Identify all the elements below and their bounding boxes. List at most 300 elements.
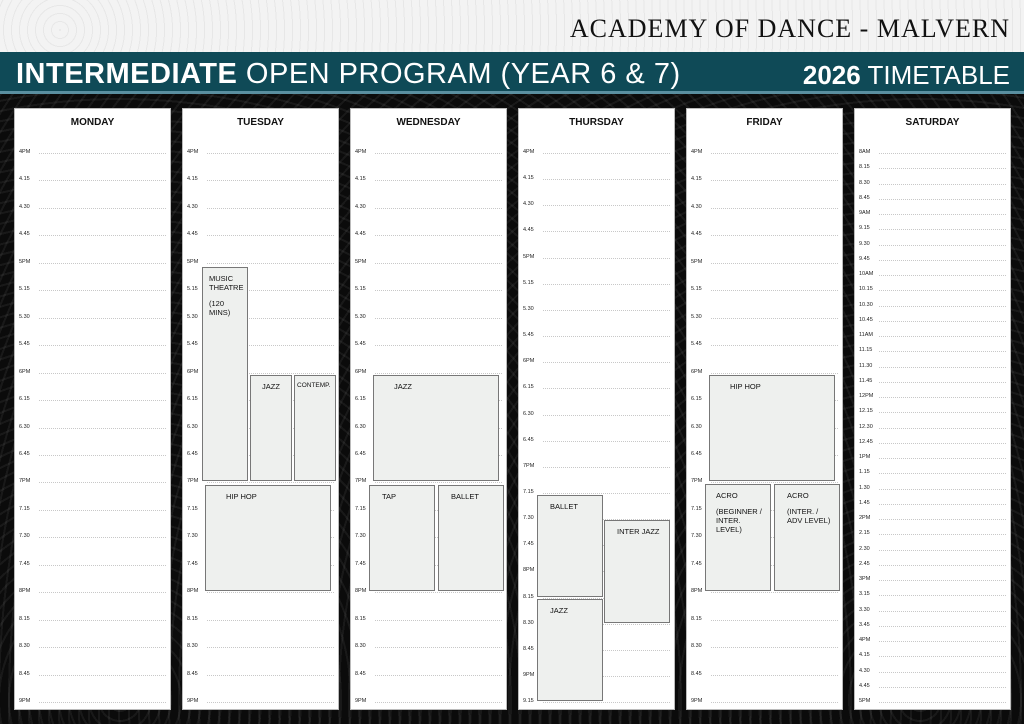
time-rule (879, 229, 1006, 230)
time-slot-row (187, 258, 334, 265)
time-label: 6PM (187, 368, 199, 375)
time-label: 8.15 (187, 615, 198, 622)
time-slot-row (859, 637, 1006, 643)
time-rule (543, 702, 670, 703)
time-slot-row (859, 255, 1006, 262)
time-label: 4.30 (355, 203, 366, 210)
time-label: 9.15 (859, 225, 870, 232)
time-slot-row (859, 179, 1006, 186)
time-rule (39, 345, 166, 346)
time-label: 10AM (859, 271, 874, 277)
time-slot-row (859, 377, 1006, 384)
time-rule (39, 208, 166, 209)
class-name: CONTEMP. (297, 382, 331, 389)
time-slot-row (859, 149, 1006, 155)
time-label: 4.45 (691, 231, 702, 238)
time-slot-row (859, 576, 1006, 582)
time-rule (375, 235, 502, 236)
time-slot-row (859, 499, 1006, 506)
time-label: 4.15 (355, 176, 366, 183)
time-rule (39, 647, 166, 648)
time-slot-row (859, 240, 1006, 247)
time-label: 10.15 (859, 286, 873, 293)
day-header-saturday: SATURDAY (905, 117, 960, 128)
class-name: ACRO (787, 491, 809, 500)
time-label: 5.15 (19, 286, 30, 293)
time-slot-row (187, 670, 334, 677)
time-slot-row (19, 286, 166, 293)
time-slot-row (859, 682, 1006, 689)
time-slot-row (523, 227, 670, 234)
time-label: 4PM (691, 149, 703, 155)
time-label: 8.15 (691, 615, 702, 622)
day-column-thursday (518, 108, 675, 710)
title-level: INTERMEDIATE (16, 58, 238, 90)
time-label: 5.45 (355, 341, 366, 348)
class-block-ballet[interactable] (537, 495, 603, 597)
time-rule (879, 626, 1006, 627)
time-slot-row (523, 462, 670, 469)
class-block-acro-beginner[interactable] (705, 484, 771, 591)
time-slot-row (691, 231, 838, 238)
time-rule (711, 290, 838, 291)
time-rule (879, 245, 1006, 246)
day-column-tuesday (182, 108, 339, 710)
time-slot-row (691, 643, 838, 650)
time-slot-row (859, 652, 1006, 659)
time-label: 4.30 (859, 667, 870, 674)
time-label: 5.30 (523, 305, 534, 312)
time-slot-row (859, 271, 1006, 277)
time-label: 5.30 (355, 313, 366, 320)
time-rule (375, 263, 502, 264)
time-rule (879, 290, 1006, 291)
time-label: 6.15 (187, 396, 198, 403)
time-label: 4.15 (523, 175, 534, 182)
time-label: 6.15 (691, 396, 702, 403)
time-rule (207, 180, 334, 181)
time-label: 5.45 (187, 341, 198, 348)
time-label: 8.15 (523, 593, 534, 600)
day-column-monday (14, 108, 171, 710)
class-block-inter-jazz[interactable] (604, 520, 670, 623)
time-rule (543, 388, 670, 389)
time-slot-row (691, 313, 838, 320)
time-rule (543, 205, 670, 206)
time-label: 7.15 (19, 505, 30, 512)
time-rule (375, 620, 502, 621)
title-program: OPEN PROGRAM (YEAR 6 & 7) (237, 58, 681, 90)
class-block-jazz[interactable] (373, 375, 499, 481)
time-slot-row (523, 332, 670, 339)
time-label: 7PM (187, 478, 199, 485)
time-slot-row (859, 301, 1006, 308)
time-label: 4PM (19, 149, 31, 155)
time-label: 7.15 (691, 505, 702, 512)
time-rule (879, 656, 1006, 657)
time-rule (39, 537, 166, 538)
class-level-note: (INTER. / ADV LEVEL) (787, 507, 831, 525)
time-slot-row (19, 231, 166, 238)
time-rule (879, 199, 1006, 200)
time-rule (711, 373, 838, 374)
day-column-saturday (854, 108, 1011, 710)
class-block-contemp[interactable] (294, 375, 336, 481)
time-rule (207, 702, 334, 703)
time-rule (207, 647, 334, 648)
time-label: 8PM (691, 588, 703, 595)
time-slot-row (187, 698, 334, 704)
time-rule (207, 153, 334, 154)
time-slot-row (691, 341, 838, 348)
time-label: 10.45 (859, 316, 873, 323)
time-rule (543, 153, 670, 154)
class-block-hip-hop[interactable] (205, 485, 331, 591)
time-rule (543, 441, 670, 442)
class-block-jazz[interactable] (537, 599, 603, 701)
time-label: 9.30 (859, 240, 870, 247)
class-duration-note: (120 MINS) (209, 299, 231, 317)
class-level-note: (BEGINNER / INTER. LEVEL) (716, 507, 762, 534)
time-rule (711, 208, 838, 209)
time-label: 5.30 (19, 313, 30, 320)
time-rule (39, 482, 166, 483)
time-rule (711, 180, 838, 181)
time-slot-row (187, 615, 334, 622)
time-slot-row (523, 384, 670, 391)
time-slot-row (523, 436, 670, 443)
timetable-word: TIMETABLE (860, 60, 1010, 90)
time-slot-row (19, 450, 166, 457)
time-label: 6PM (19, 368, 31, 375)
time-slot-row (523, 358, 670, 365)
time-slot-row (355, 588, 502, 595)
class-block-music-theatre[interactable] (202, 267, 248, 481)
time-rule (879, 321, 1006, 322)
time-label: 3.15 (859, 591, 870, 598)
class-name: JAZZ (394, 382, 412, 391)
time-label: 6.30 (691, 423, 702, 430)
time-label: 8.30 (523, 619, 534, 626)
time-rule (207, 592, 334, 593)
time-rule (207, 208, 334, 209)
time-slot-row (187, 588, 334, 595)
time-label: 12PM (859, 393, 874, 399)
time-rule (207, 482, 334, 483)
time-label: 6.15 (355, 396, 366, 403)
time-label: 4.15 (691, 176, 702, 183)
time-rule (543, 493, 670, 494)
time-label: 8.45 (19, 670, 30, 677)
time-label: 6.30 (19, 423, 30, 430)
time-label: 8.15 (859, 164, 870, 171)
time-slot-row (691, 670, 838, 677)
time-rule (39, 235, 166, 236)
time-slot-row (859, 530, 1006, 537)
time-label: 4.15 (19, 176, 30, 183)
time-rule (879, 412, 1006, 413)
time-rule (879, 702, 1006, 703)
time-rule (711, 235, 838, 236)
class-name: HIP HOP (730, 382, 761, 391)
time-rule (543, 336, 670, 337)
time-rule (879, 275, 1006, 276)
time-slot-row (355, 231, 502, 238)
time-slot-row (187, 478, 334, 485)
time-rule (375, 290, 502, 291)
time-slot-row (859, 515, 1006, 521)
time-label: 4PM (859, 637, 871, 643)
title-banner (0, 52, 1024, 94)
time-rule (207, 675, 334, 676)
time-rule (543, 467, 670, 468)
class-name: HIP HOP (226, 492, 257, 501)
time-rule (879, 306, 1006, 307)
time-rule (879, 550, 1006, 551)
time-label: 4.45 (355, 231, 366, 238)
time-slot-row (859, 591, 1006, 598)
time-label: 6.45 (187, 450, 198, 457)
time-slot-row (691, 286, 838, 293)
time-label: 5PM (187, 258, 199, 265)
time-label: 7.30 (523, 515, 534, 522)
time-label: 7PM (19, 478, 31, 485)
day-header-thursday: THURSDAY (569, 117, 624, 128)
time-rule (711, 620, 838, 621)
time-slot-row (355, 643, 502, 650)
time-rule (879, 443, 1006, 444)
time-slot-row (19, 533, 166, 540)
time-rule (879, 473, 1006, 474)
time-rule (39, 565, 166, 566)
time-rule (879, 534, 1006, 535)
time-label: 5PM (355, 258, 367, 265)
time-label: 5PM (691, 258, 703, 265)
time-slot-row (19, 203, 166, 210)
time-slot-row (859, 545, 1006, 552)
time-label: 8.30 (691, 643, 702, 650)
time-slot-row (859, 393, 1006, 399)
time-label: 8.30 (859, 179, 870, 186)
time-rule (879, 595, 1006, 596)
time-label: 8.15 (19, 615, 30, 622)
time-rule (879, 672, 1006, 673)
time-label: 12.15 (859, 408, 873, 415)
time-label: 8.45 (691, 670, 702, 677)
time-slot-row (859, 698, 1006, 704)
class-block-acro-advanced[interactable] (774, 484, 840, 591)
time-label: 9PM (355, 698, 367, 704)
time-label: 7.45 (355, 560, 366, 567)
time-slot-row (187, 149, 334, 155)
time-label: 11.15 (859, 347, 873, 354)
time-rule (879, 382, 1006, 383)
academy-name: ACADEMY OF DANCE - MALVERN (569, 14, 1010, 43)
time-label: 6PM (523, 358, 535, 365)
time-label: 4.30 (187, 203, 198, 210)
time-label: 7.15 (187, 505, 198, 512)
time-label: 10.30 (859, 301, 873, 308)
time-slot-row (19, 341, 166, 348)
time-rule (711, 647, 838, 648)
time-rule (879, 504, 1006, 505)
time-rule (39, 400, 166, 401)
time-slot-row (355, 258, 502, 265)
time-slot-row (859, 408, 1006, 415)
time-slot-row (859, 332, 1006, 338)
time-label: 7.45 (19, 560, 30, 567)
class-name: BALLET (550, 502, 578, 511)
time-slot-row (19, 396, 166, 403)
time-slot-row (187, 176, 334, 183)
time-label: 1.30 (859, 484, 870, 491)
time-rule (711, 153, 838, 154)
time-slot-row (19, 313, 166, 320)
time-label: 8PM (187, 588, 199, 595)
time-rule (879, 565, 1006, 566)
time-label: 11AM (859, 332, 873, 338)
time-slot-row (19, 670, 166, 677)
time-label: 9PM (187, 698, 199, 704)
time-rule (375, 482, 502, 483)
time-rule (543, 415, 670, 416)
time-slot-row (691, 368, 838, 375)
time-rule (39, 675, 166, 676)
time-label: 8.45 (187, 670, 198, 677)
time-rule (375, 647, 502, 648)
time-label: 4PM (355, 149, 367, 155)
time-rule (543, 284, 670, 285)
time-rule (39, 455, 166, 456)
time-slot-row (523, 410, 670, 417)
time-rule (879, 580, 1006, 581)
time-slot-row (859, 210, 1006, 216)
time-slot-row (355, 341, 502, 348)
class-block-ballet[interactable] (438, 485, 504, 591)
time-label: 5PM (859, 698, 871, 704)
time-rule (39, 592, 166, 593)
time-label: 5.15 (523, 279, 534, 286)
time-slot-row (187, 231, 334, 238)
time-slot-row (355, 615, 502, 622)
time-label: 8AM (859, 149, 871, 155)
time-label: 4.45 (187, 231, 198, 238)
time-label: 5.15 (355, 286, 366, 293)
time-rule (543, 310, 670, 311)
time-rule (375, 702, 502, 703)
time-slot-row (187, 203, 334, 210)
time-label: 5.45 (523, 332, 534, 339)
time-rule (879, 214, 1006, 215)
time-rule (879, 153, 1006, 154)
time-slot-row (19, 615, 166, 622)
time-label: 12.30 (859, 423, 873, 430)
time-rule (39, 290, 166, 291)
time-slot-row (859, 454, 1006, 460)
time-label: 8.45 (523, 645, 534, 652)
time-label: 9.45 (859, 255, 870, 262)
time-label: 5.30 (691, 313, 702, 320)
time-slot-row (19, 368, 166, 375)
time-label: 7.30 (355, 533, 366, 540)
time-slot-row (859, 621, 1006, 628)
time-label: 4.30 (19, 203, 30, 210)
day-header-tuesday: TUESDAY (237, 117, 284, 128)
time-label: 11.30 (859, 362, 873, 369)
time-rule (39, 180, 166, 181)
time-slot-row (859, 164, 1006, 171)
time-slot-row (691, 588, 838, 595)
time-rule (711, 263, 838, 264)
time-label: 7PM (523, 462, 535, 469)
time-label: 7.30 (187, 533, 198, 540)
class-block-tap[interactable] (369, 485, 435, 591)
time-slot-row (859, 286, 1006, 293)
time-rule (543, 362, 670, 363)
time-rule (39, 153, 166, 154)
time-rule (39, 702, 166, 703)
time-label: 6.30 (523, 410, 534, 417)
time-label: 6.15 (19, 396, 30, 403)
time-label: 8.30 (355, 643, 366, 650)
time-label: 1.45 (859, 499, 870, 506)
time-slot-row (19, 176, 166, 183)
time-slot-row (523, 201, 670, 208)
class-name: JAZZ (262, 382, 280, 391)
class-block-jazz[interactable] (250, 375, 292, 481)
time-rule (711, 675, 838, 676)
time-label: 8.30 (187, 643, 198, 650)
time-slot-row (355, 368, 502, 375)
time-label: 7PM (691, 478, 703, 485)
time-label: 8PM (523, 567, 535, 574)
time-slot-row (19, 258, 166, 265)
time-slot-row (859, 194, 1006, 201)
time-rule (879, 168, 1006, 169)
time-label: 7.30 (19, 533, 30, 540)
time-slot-row (859, 484, 1006, 491)
time-rule (207, 263, 334, 264)
time-slot-row (859, 438, 1006, 445)
time-slot-row (19, 588, 166, 595)
time-slot-row (19, 149, 166, 155)
page-title (16, 58, 681, 91)
time-label: 3PM (859, 576, 871, 582)
time-label: 8.45 (859, 194, 870, 201)
time-slot-row (19, 643, 166, 650)
time-slot-row (19, 423, 166, 430)
time-slot-row (691, 615, 838, 622)
class-name: TAP (382, 492, 397, 501)
time-rule (879, 428, 1006, 429)
time-slot-row (355, 176, 502, 183)
class-block-hip-hop[interactable] (709, 375, 835, 481)
time-rule (207, 235, 334, 236)
time-slot-row (523, 253, 670, 260)
time-slot-row (355, 313, 502, 320)
time-label: 11.45 (859, 377, 873, 384)
time-rule (375, 318, 502, 319)
time-rule (39, 620, 166, 621)
time-slot-row (355, 670, 502, 677)
time-rule (543, 258, 670, 259)
time-label: 4.15 (859, 652, 870, 659)
time-rule (879, 336, 1006, 337)
time-rule (879, 184, 1006, 185)
time-slot-row (523, 175, 670, 182)
time-slot-row (19, 698, 166, 704)
time-slot-row (523, 279, 670, 286)
